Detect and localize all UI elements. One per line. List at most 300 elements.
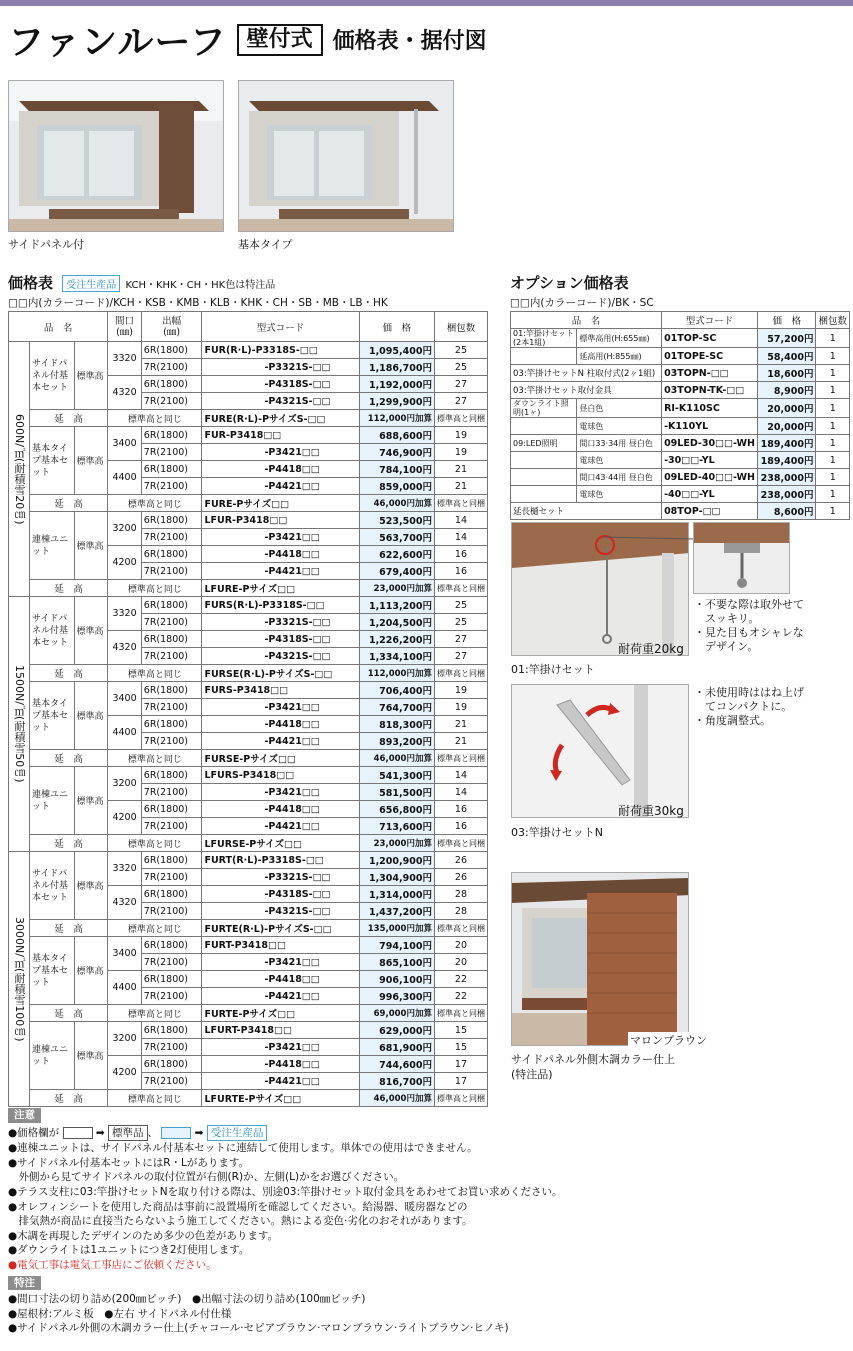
code-cell: -P4421□□ bbox=[202, 1073, 359, 1090]
code-cell: -P4421□□ bbox=[202, 563, 359, 580]
code-cell: LFURT-P3418□□ bbox=[202, 1022, 359, 1039]
price-cell: 746,900円 bbox=[359, 444, 434, 461]
option-qty: 1 bbox=[816, 452, 850, 469]
option-row bbox=[511, 382, 850, 399]
ext-same: 標準高と同じ bbox=[108, 410, 202, 427]
ext-same: 標準高と同じ bbox=[108, 1005, 202, 1022]
callout-line bbox=[603, 523, 695, 543]
price-cell: 794,100円 bbox=[359, 937, 434, 954]
width-cell: 4400 bbox=[108, 716, 142, 750]
table-row bbox=[9, 767, 488, 784]
width-cell: 3400 bbox=[108, 937, 142, 971]
table-row bbox=[9, 342, 488, 359]
price-cell: 1,192,000円 bbox=[359, 376, 434, 393]
table-row bbox=[9, 495, 488, 512]
option-code: -40□□-YL bbox=[662, 486, 758, 503]
option-code: 09LED-30□□-WH bbox=[662, 435, 758, 452]
depth-cell: 6R(1800) bbox=[141, 767, 202, 784]
ext-qty: 標準高と同梱 bbox=[434, 1005, 487, 1022]
table-row bbox=[9, 512, 488, 529]
option-row bbox=[511, 399, 850, 418]
code-cell: -P3421□□ bbox=[202, 1039, 359, 1056]
depth-cell: 7R(2100) bbox=[141, 444, 202, 461]
note-line: 排気熱が商品に直接当たらないよう施工してください。熱による変色·劣化のおそれがあります。 bbox=[8, 1215, 473, 1228]
option-code: 01TOPE-SC bbox=[662, 348, 758, 365]
option-sub: 電球色 bbox=[577, 486, 662, 503]
code-cell: -P4421□□ bbox=[202, 478, 359, 495]
depth-cell: 7R(2100) bbox=[141, 699, 202, 716]
price-cell: 1,226,200円 bbox=[359, 631, 434, 648]
note-line-red: ●電気工事は電気工事店にご依頼ください。 bbox=[8, 1258, 217, 1271]
caption-line: サイドパネル外側木調カラー仕上 bbox=[511, 1053, 676, 1066]
price-cell: 906,100円 bbox=[359, 971, 434, 988]
qty-cell: 25 bbox=[434, 342, 487, 359]
option-code: 01TOP-SC bbox=[662, 329, 758, 348]
code-cell: -P4418□□ bbox=[202, 461, 359, 478]
ext-label: 延 高 bbox=[30, 835, 108, 852]
option-row bbox=[511, 503, 850, 520]
qty-cell: 14 bbox=[434, 784, 487, 801]
ext-same: 標準高と同じ bbox=[108, 835, 202, 852]
qty-cell: 16 bbox=[434, 801, 487, 818]
depth-cell: 7R(2100) bbox=[141, 1039, 202, 1056]
table-row bbox=[9, 835, 488, 852]
option-row bbox=[511, 365, 850, 382]
option-qty: 1 bbox=[816, 503, 850, 520]
qty-cell: 16 bbox=[434, 818, 487, 835]
width-cell: 3200 bbox=[108, 1022, 142, 1056]
th-code: 型式コード bbox=[202, 312, 359, 342]
option-price: 238,000円 bbox=[757, 469, 816, 486]
height-type: 標準高 bbox=[74, 1022, 108, 1090]
option-qty: 1 bbox=[816, 365, 850, 382]
height-type: 標準高 bbox=[74, 767, 108, 835]
ext-price: 46,000円加算 bbox=[359, 495, 434, 512]
price-cell: 859,000円 bbox=[359, 478, 434, 495]
code-cell: -P4421□□ bbox=[202, 733, 359, 750]
table-row bbox=[9, 427, 488, 444]
ext-price: 69,000円加算 bbox=[359, 1005, 434, 1022]
code-cell: FURS(R·L)-P3318S-□□ bbox=[202, 597, 359, 614]
opt-th-code: 型式コード bbox=[662, 312, 758, 329]
depth-cell: 7R(2100) bbox=[141, 954, 202, 971]
product-name: 基本タイプ基本セット bbox=[30, 937, 75, 1005]
ext-same: 標準高と同じ bbox=[108, 665, 202, 682]
code-cell: FUR(R·L)-P3318S-□□ bbox=[202, 342, 359, 359]
wood-panel-caption bbox=[511, 1052, 675, 1082]
price-cell: 523,500円 bbox=[359, 512, 434, 529]
ext-label: 延 高 bbox=[30, 1090, 108, 1107]
qty-cell: 17 bbox=[434, 1073, 487, 1090]
option-01-caption: 01:竿掛けセット bbox=[511, 663, 595, 676]
qty-cell: 16 bbox=[434, 546, 487, 563]
width-cell: 4320 bbox=[108, 376, 142, 410]
note-line: 外側から見てサイドパネルの取付位置が右側(R)か、左側(L)かをお選びください。 bbox=[8, 1171, 405, 1184]
option-03-notes bbox=[694, 686, 804, 728]
width-cell: 4200 bbox=[108, 546, 142, 580]
qty-cell: 28 bbox=[434, 903, 487, 920]
option-qty: 1 bbox=[816, 399, 850, 418]
code-cell: -P4421□□ bbox=[202, 988, 359, 1005]
ext-code: FURE(R·L)-PサイズS-□□ bbox=[202, 410, 359, 427]
blue-swatch bbox=[161, 1127, 191, 1139]
qty-cell: 27 bbox=[434, 648, 487, 665]
caption-line: (特注品) bbox=[511, 1068, 553, 1081]
option-color-note: □□内(カラーコード)/BK・SC bbox=[510, 297, 654, 309]
price-cell: 744,600円 bbox=[359, 1056, 434, 1073]
depth-cell: 7R(2100) bbox=[141, 478, 202, 495]
code-cell: -P4418□□ bbox=[202, 801, 359, 818]
note-line: ・見た目もオシャレな bbox=[694, 626, 804, 639]
table-row bbox=[9, 937, 488, 954]
price-cell: 656,800円 bbox=[359, 801, 434, 818]
qty-cell: 20 bbox=[434, 937, 487, 954]
option-sub: 間口43·44用 昼白色 bbox=[577, 469, 662, 486]
option-name bbox=[511, 452, 577, 469]
option-qty: 1 bbox=[816, 329, 850, 348]
price-cell: 541,300円 bbox=[359, 767, 434, 784]
legend-prefix: ●価格欄が bbox=[8, 1126, 60, 1139]
page-header bbox=[8, 14, 487, 65]
option-name: 03:竿掛けセットN 柱取付式(2ヶ1組) bbox=[511, 365, 662, 382]
th-qty: 梱包数 bbox=[434, 312, 487, 342]
qty-cell: 26 bbox=[434, 869, 487, 886]
order-badge: 受注生産品 bbox=[62, 275, 120, 292]
load-group-label: 3000N/㎡(耐積雪100㎝) bbox=[9, 852, 30, 1107]
price-cell: 1,204,500円 bbox=[359, 614, 434, 631]
ext-code: LFURSE-Pサイズ□□ bbox=[202, 835, 359, 852]
price-cell: 1,095,400円 bbox=[359, 342, 434, 359]
qty-cell: 22 bbox=[434, 988, 487, 1005]
depth-cell: 7R(2100) bbox=[141, 733, 202, 750]
note-line: デザイン。 bbox=[694, 640, 759, 653]
price-table bbox=[8, 311, 488, 1107]
qty-cell: 14 bbox=[434, 767, 487, 784]
option-qty: 1 bbox=[816, 435, 850, 452]
price-cell: 713,600円 bbox=[359, 818, 434, 835]
table-row bbox=[9, 750, 488, 767]
ext-price: 23,000円加算 bbox=[359, 835, 434, 852]
option-price: 20,000円 bbox=[757, 399, 816, 418]
depth-cell: 6R(1800) bbox=[141, 886, 202, 903]
price-cell: 629,000円 bbox=[359, 1022, 434, 1039]
qty-cell: 25 bbox=[434, 597, 487, 614]
height-type: 標準高 bbox=[74, 852, 108, 920]
depth-cell: 7R(2100) bbox=[141, 818, 202, 835]
notes-section bbox=[8, 1108, 563, 1336]
ext-code: LFURE-Pサイズ□□ bbox=[202, 580, 359, 597]
option-01-notes bbox=[694, 598, 804, 654]
special-color-note: KCH・KHK・CH・HK色は特注品 bbox=[125, 280, 276, 291]
ext-same: 標準高と同じ bbox=[108, 495, 202, 512]
price-cell: 865,100円 bbox=[359, 954, 434, 971]
depth-cell: 7R(2100) bbox=[141, 1073, 202, 1090]
code-cell: -P4418□□ bbox=[202, 971, 359, 988]
option-name bbox=[511, 486, 577, 503]
price-cell: 1,186,700円 bbox=[359, 359, 434, 376]
height-type: 標準高 bbox=[74, 342, 108, 410]
depth-cell: 7R(2100) bbox=[141, 614, 202, 631]
option-code: RI-K110SC bbox=[662, 399, 758, 418]
ext-label: 延 高 bbox=[30, 495, 108, 512]
load-group-label: 1500N/㎡(耐積雪50㎝) bbox=[9, 597, 30, 852]
option-name: 01:竿掛けセット(2本1組) bbox=[511, 329, 577, 348]
product-name: サイドパネル付基本セット bbox=[30, 342, 75, 410]
depth-cell: 6R(1800) bbox=[141, 1022, 202, 1039]
table-row bbox=[9, 1090, 488, 1107]
photo-caption-1: サイドパネル付 bbox=[8, 238, 85, 251]
code-cell: -P3321S-□□ bbox=[202, 614, 359, 631]
option-row bbox=[511, 348, 850, 365]
depth-cell: 6R(1800) bbox=[141, 682, 202, 699]
qty-cell: 21 bbox=[434, 461, 487, 478]
code-cell: FURT-P3418□□ bbox=[202, 937, 359, 954]
table-row bbox=[9, 410, 488, 427]
option-qty: 1 bbox=[816, 382, 850, 399]
note-line: ●ダウンライトは1ユニットにつき2灯使用します。 bbox=[8, 1244, 250, 1257]
th-price: 価 格 bbox=[359, 312, 434, 342]
qty-cell: 21 bbox=[434, 478, 487, 495]
option-row bbox=[511, 469, 850, 486]
table-row bbox=[9, 852, 488, 869]
note-line: ・角度調整式。 bbox=[694, 714, 771, 727]
note-line: ●連棟ユニットは、サイドパネル付基本セットに連結して使用します。単体での使用はできません。 bbox=[8, 1142, 478, 1155]
depth-cell: 7R(2100) bbox=[141, 784, 202, 801]
price-cell: 893,200円 bbox=[359, 733, 434, 750]
width-cell: 3320 bbox=[108, 342, 142, 376]
special-tag: 特注 bbox=[8, 1276, 41, 1291]
option-qty: 1 bbox=[816, 418, 850, 435]
width-cell: 4200 bbox=[108, 801, 142, 835]
photo-caption-2: 基本タイプ bbox=[238, 238, 293, 251]
th-name: 品 名 bbox=[9, 312, 108, 342]
option-qty: 1 bbox=[816, 348, 850, 365]
option-row bbox=[511, 329, 850, 348]
ext-same: 標準高と同じ bbox=[108, 750, 202, 767]
table-row bbox=[9, 920, 488, 937]
photo-option-03 bbox=[511, 684, 689, 818]
option-sub: 昼白色 bbox=[577, 399, 662, 418]
code-cell: -P4318S-□□ bbox=[202, 631, 359, 648]
table-row bbox=[9, 597, 488, 614]
qty-cell: 19 bbox=[434, 682, 487, 699]
price-table-heading bbox=[8, 272, 275, 293]
ext-price: 23,000円加算 bbox=[359, 580, 434, 597]
option-table bbox=[510, 311, 850, 520]
option-row bbox=[511, 452, 850, 469]
white-swatch bbox=[63, 1127, 93, 1139]
depth-cell: 6R(1800) bbox=[141, 1056, 202, 1073]
code-cell: LFUR-P3418□□ bbox=[202, 512, 359, 529]
ext-price: 135,000円加算 bbox=[359, 920, 434, 937]
ext-label: 延 高 bbox=[30, 665, 108, 682]
opt-th-qty: 梱包数 bbox=[816, 312, 850, 329]
price-cell: 681,900円 bbox=[359, 1039, 434, 1056]
wood-color-label: マロンブラウン bbox=[630, 1034, 707, 1047]
depth-cell: 6R(1800) bbox=[141, 631, 202, 648]
depth-cell: 7R(2100) bbox=[141, 869, 202, 886]
price-table-title: 価格表 bbox=[8, 274, 54, 292]
ext-qty: 標準高と同梱 bbox=[434, 495, 487, 512]
width-cell: 3400 bbox=[108, 427, 142, 461]
qty-cell: 22 bbox=[434, 971, 487, 988]
ext-code: FURSE-Pサイズ□□ bbox=[202, 750, 359, 767]
note-line: ●木調を再現したデザインのため多少の色差があります。 bbox=[8, 1229, 279, 1242]
legend-line: ●価格欄が ➡ 標準品 、 ➡ 受注生産品 bbox=[8, 1125, 563, 1142]
top-accent-bar bbox=[0, 0, 853, 6]
ext-qty: 標準高と同梱 bbox=[434, 1090, 487, 1107]
table-row bbox=[9, 580, 488, 597]
option-name bbox=[511, 418, 577, 435]
code-cell: FUR-P3418□□ bbox=[202, 427, 359, 444]
option-name bbox=[511, 469, 577, 486]
ext-label: 延 高 bbox=[30, 920, 108, 937]
th-depth: 出幅 (㎜) bbox=[141, 312, 202, 342]
price-cell: 764,700円 bbox=[359, 699, 434, 716]
option-sub: 延高用(H:855㎜) bbox=[577, 348, 662, 365]
ext-price: 46,000円加算 bbox=[359, 1090, 434, 1107]
ext-qty: 標準高と同梱 bbox=[434, 920, 487, 937]
price-cell: 679,400円 bbox=[359, 563, 434, 580]
ext-qty: 標準高と同梱 bbox=[434, 665, 487, 682]
ext-label: 延 高 bbox=[30, 580, 108, 597]
note-line: ・不要な際は取外せて bbox=[694, 598, 804, 611]
special-line: ●サイドパネル外側の木調カラー仕上(チャコール·セピアブラウン·マロンブラウン·ライトブラウン·ヒノキ) bbox=[8, 1322, 509, 1335]
ext-qty: 標準高と同梱 bbox=[434, 750, 487, 767]
th-width: 間口 (㎜) bbox=[108, 312, 142, 342]
product-name: 基本タイプ基本セット bbox=[30, 682, 75, 750]
photo-option-01-detail bbox=[693, 522, 790, 594]
table-row bbox=[9, 1022, 488, 1039]
qty-cell: 20 bbox=[434, 954, 487, 971]
height-type: 標準高 bbox=[74, 937, 108, 1005]
note-line: ・未使用時ははね上げ bbox=[694, 686, 804, 699]
price-color-note: □□内(カラーコード)/KCH・KSB・KMB・KLB・KHK・CH・SB・MB・LB・HK bbox=[8, 297, 388, 309]
option-sub: 電球色 bbox=[577, 418, 662, 435]
notes-tag: 注意 bbox=[8, 1108, 41, 1123]
special-line: ●屋根材:アルミ板 ●左右 サイドパネル付仕様 bbox=[8, 1307, 232, 1320]
option-name: 03:竿掛けセット取付金具 bbox=[511, 382, 662, 399]
special-line: ●間口寸法の切り詰め(200㎜ピッチ) ●出幅寸法の切り詰め(100㎜ピッチ) bbox=[8, 1293, 366, 1306]
ext-label: 延 高 bbox=[30, 410, 108, 427]
depth-cell: 7R(2100) bbox=[141, 648, 202, 665]
code-cell: FURS-P3418□□ bbox=[202, 682, 359, 699]
price-cell: 818,300円 bbox=[359, 716, 434, 733]
option-name bbox=[511, 348, 577, 365]
option-03-caption: 03:竿掛けセットN bbox=[511, 826, 603, 839]
price-cell: 1,200,900円 bbox=[359, 852, 434, 869]
depth-cell: 7R(2100) bbox=[141, 529, 202, 546]
ext-price: 112,000円加算 bbox=[359, 665, 434, 682]
depth-cell: 7R(2100) bbox=[141, 393, 202, 410]
qty-cell: 27 bbox=[434, 376, 487, 393]
option-price: 238,000円 bbox=[757, 486, 816, 503]
price-cell: 1,299,900円 bbox=[359, 393, 434, 410]
depth-cell: 7R(2100) bbox=[141, 359, 202, 376]
option-name: 09:LED照明 bbox=[511, 435, 577, 452]
width-cell: 4320 bbox=[108, 886, 142, 920]
qty-cell: 25 bbox=[434, 359, 487, 376]
option-code: 08TOP-□□ bbox=[662, 503, 758, 520]
price-cell: 784,100円 bbox=[359, 461, 434, 478]
depth-cell: 6R(1800) bbox=[141, 427, 202, 444]
note-line: てコンパクトに。 bbox=[694, 700, 793, 713]
depth-cell: 6R(1800) bbox=[141, 512, 202, 529]
ext-code: FURTE-Pサイズ□□ bbox=[202, 1005, 359, 1022]
depth-cell: 6R(1800) bbox=[141, 801, 202, 818]
option-price: 189,400円 bbox=[757, 435, 816, 452]
ext-label: 延 高 bbox=[30, 1005, 108, 1022]
width-cell: 3400 bbox=[108, 682, 142, 716]
height-type: 標準高 bbox=[74, 427, 108, 495]
depth-cell: 6R(1800) bbox=[141, 716, 202, 733]
depth-cell: 6R(1800) bbox=[141, 546, 202, 563]
code-cell: -P4418□□ bbox=[202, 716, 359, 733]
option-name: ダウンライト照明(1ヶ) bbox=[511, 399, 577, 418]
opt-th-price: 価 格 bbox=[757, 312, 816, 329]
option-code: 03TOPN-TK-□□ bbox=[662, 382, 758, 399]
depth-cell: 6R(1800) bbox=[141, 461, 202, 478]
code-cell: -P4418□□ bbox=[202, 546, 359, 563]
code-cell: -P3421□□ bbox=[202, 529, 359, 546]
qty-cell: 21 bbox=[434, 716, 487, 733]
height-type: 標準高 bbox=[74, 512, 108, 580]
ext-price: 46,000円加算 bbox=[359, 750, 434, 767]
width-cell: 4400 bbox=[108, 461, 142, 495]
option-price: 8,600円 bbox=[757, 503, 816, 520]
option-row bbox=[511, 418, 850, 435]
ext-code: FURSE(R·L)-PサイズS-□□ bbox=[202, 665, 359, 682]
qty-cell: 19 bbox=[434, 699, 487, 716]
option-qty: 1 bbox=[816, 469, 850, 486]
option-price: 189,400円 bbox=[757, 452, 816, 469]
code-cell: -P4321S-□□ bbox=[202, 648, 359, 665]
price-cell: 996,300円 bbox=[359, 988, 434, 1005]
legend-order: 受注生産品 bbox=[207, 1125, 268, 1142]
product-name: サイドパネル付基本セット bbox=[30, 597, 75, 665]
qty-cell: 14 bbox=[434, 512, 487, 529]
code-cell: -P4321S-□□ bbox=[202, 393, 359, 410]
code-cell: LFURS-P3418□□ bbox=[202, 767, 359, 784]
code-cell: FURT(R·L)-P3318S-□□ bbox=[202, 852, 359, 869]
table-row bbox=[9, 682, 488, 699]
option-name: 延長樋セット bbox=[511, 503, 662, 520]
qty-cell: 27 bbox=[434, 631, 487, 648]
price-cell: 816,700円 bbox=[359, 1073, 434, 1090]
price-cell: 1,113,200円 bbox=[359, 597, 434, 614]
qty-cell: 15 bbox=[434, 1022, 487, 1039]
product-name: 基本タイプ基本セット bbox=[30, 427, 75, 495]
depth-cell: 6R(1800) bbox=[141, 376, 202, 393]
photo-basic-type bbox=[238, 80, 454, 232]
qty-cell: 14 bbox=[434, 529, 487, 546]
qty-cell: 19 bbox=[434, 444, 487, 461]
opt-th-name: 品 名 bbox=[511, 312, 662, 329]
width-cell: 4320 bbox=[108, 631, 142, 665]
note-line: ●サイドパネル付基本セットにはR・Lがあります。 bbox=[8, 1156, 250, 1169]
ext-qty: 標準高と同梱 bbox=[434, 835, 487, 852]
photo-wood-panel bbox=[511, 872, 689, 1046]
price-cell: 581,500円 bbox=[359, 784, 434, 801]
width-cell: 3320 bbox=[108, 597, 142, 631]
width-cell: 3200 bbox=[108, 767, 142, 801]
depth-cell: 7R(2100) bbox=[141, 988, 202, 1005]
option-price: 20,000円 bbox=[757, 418, 816, 435]
qty-cell: 21 bbox=[434, 733, 487, 750]
page-title: ファンルーフ bbox=[8, 22, 227, 63]
depth-cell: 6R(1800) bbox=[141, 597, 202, 614]
option-code: -K110YL bbox=[662, 418, 758, 435]
